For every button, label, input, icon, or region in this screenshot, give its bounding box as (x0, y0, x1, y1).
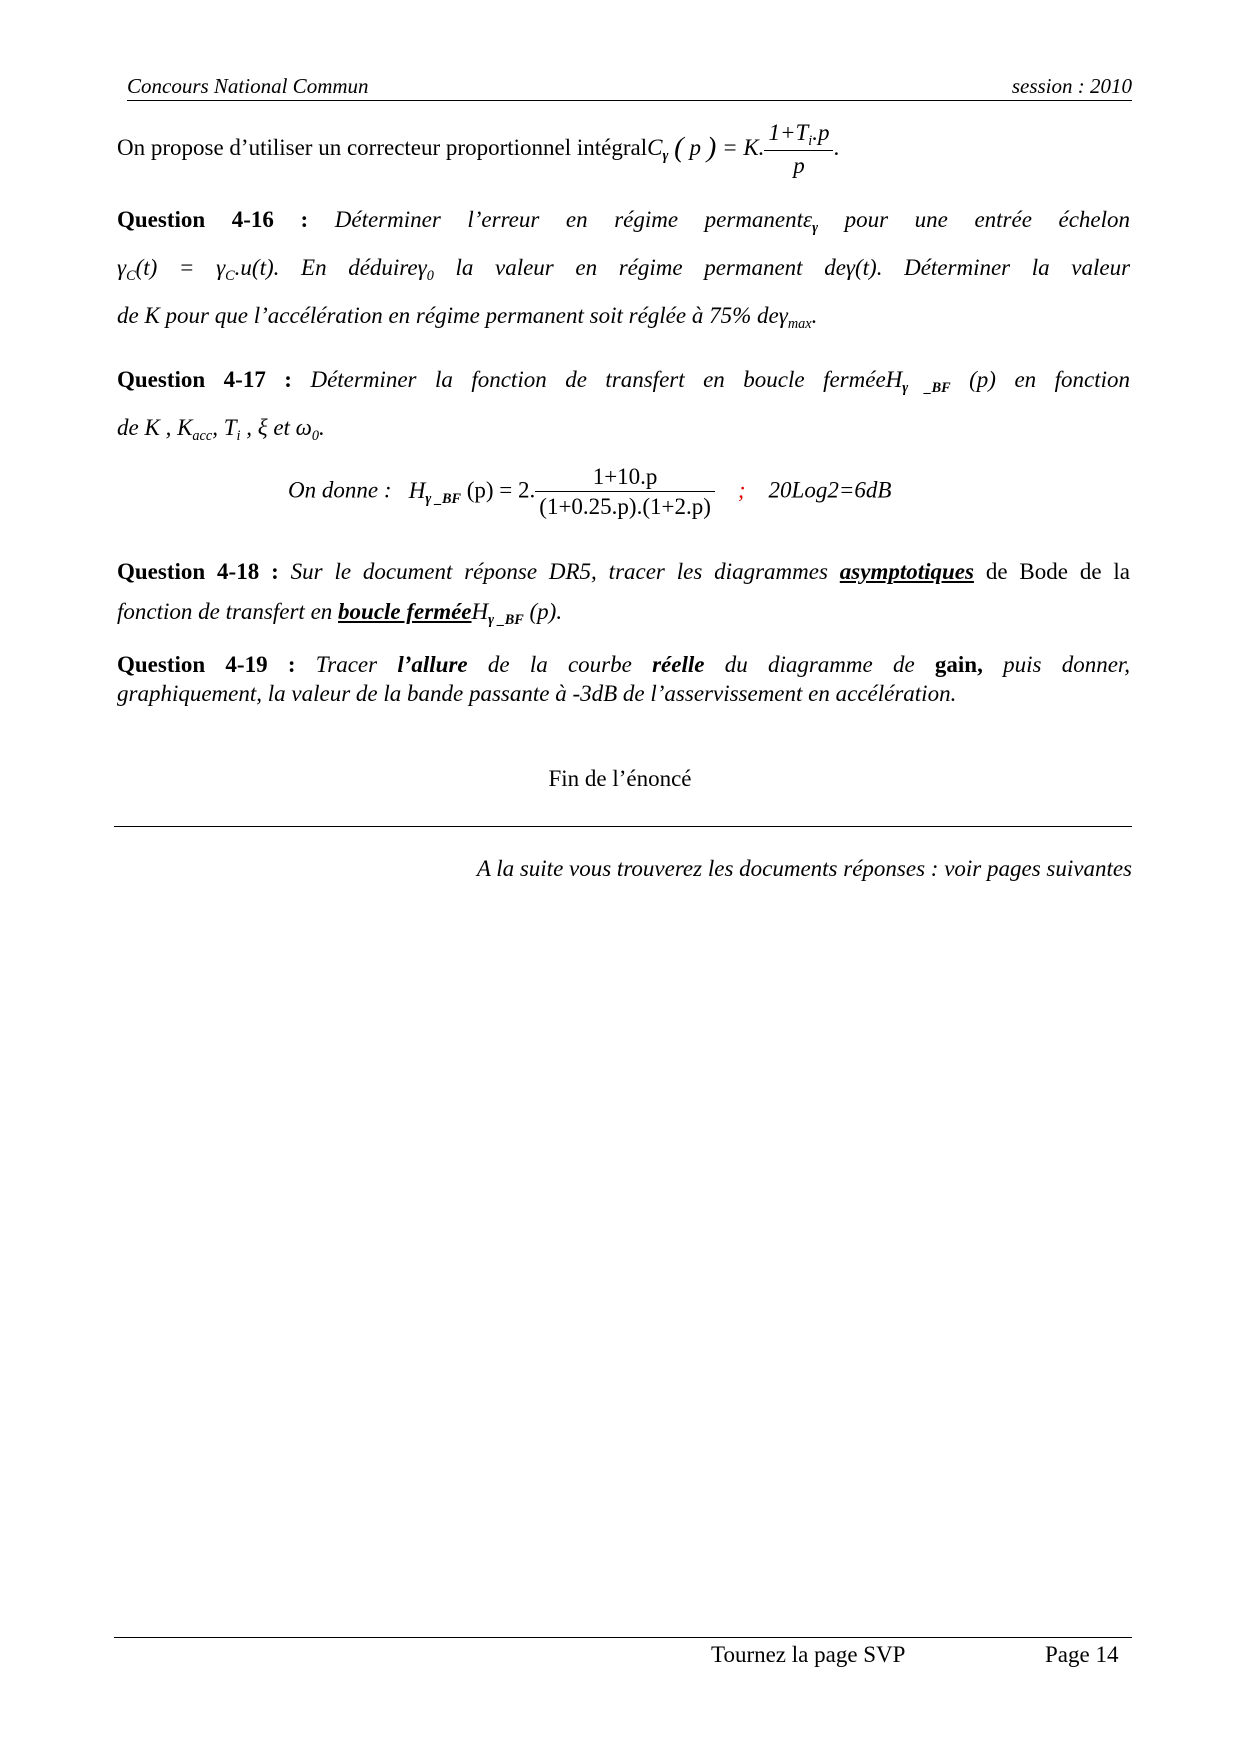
question-label: Question 4-17 : (117, 367, 292, 392)
step-input-formula: $\gamma_C(t) = \gamma_C.u(t)$. (117, 254, 280, 284)
end-of-statement: Fin de l’énoncé (548, 766, 692, 791)
h-bf-symbol: $H_{\gamma \_BF}$ (p). (471, 599, 563, 628)
epsilon-symbol: $\varepsilon_\gamma$ (803, 207, 819, 236)
question-4-19: Question 4-19 : Tracer l’allure de la courbe réelle du diagramme de gain, puis donner, graphiquement, la valeur de la bande passante à -3dB de l’asservissement en accélération. (117, 652, 1131, 706)
question-label: Question 4-18 : (117, 559, 279, 584)
gamma-max-symbol: $\gamma_{max}$ (778, 302, 812, 332)
header-session: session : 2010 (1011, 74, 1132, 98)
intro-paragraph: On propose d’utiliser un correcteur proportionnel intégralC$_\gamma$ ( p ) = K. $\frac{1+T_i.p}{p}$ . (117, 120, 840, 179)
footer-divider (114, 1637, 1132, 1638)
divider (114, 826, 1132, 827)
h-bf-symbol: $H_{\gamma \_BF}$ (p) (885, 367, 996, 396)
question-label: Question 4-19 : (117, 652, 296, 677)
page-number: Page 14 (1045, 1642, 1119, 1667)
question-4-16: Question 4-16 : Déterminer l’erreur en régime permanentε$_\gamma$ pour une entrée échelon $\gamma_C(t) = \gamma_C.u(t)$. En déduireγ$_0$ la valeur en régime permanent deγ(t). Déterminer la valeur de K pour que l’accélération en régime permanent soit réglée à 75% deγ$_{max}$. (117, 207, 1131, 332)
given-transfer-function: On donne : $H_{\gamma \_BF}$ (p) = 2. $\frac{1+10.p}{(1+0.25.p).(1+2.p)}$ ; 20Log2=6dB (288, 464, 892, 520)
intro-fraction: $\frac{1+T_i.p}{p}$ (764, 120, 833, 180)
question-4-17: Question 4-17 : Déterminer la fonction de transfert en boucle ferméeH$_{\gamma \_BF}$ (p) en fonction de K , $K_{acc}$, $T_i$ , ξ et $\omega_0$. (117, 367, 1131, 444)
intro-text: On propose d’utiliser un correcteur proportionnel intégral (117, 135, 648, 161)
gamma0-symbol: $\gamma_0$ (417, 254, 434, 284)
answer-docs-note: A la suite vous trouverez les documents réponses : voir pages suivantes (476, 856, 1132, 881)
footer-turn-page: Tournez la page SVP (711, 1642, 906, 1667)
question-4-18: Question 4-18 : Sur le document réponse DR5, tracer les diagrammes asymptotiques de Bode de la fonction de transfert en boucle ferméeH$_{\gamma \_BF}$ (p). (117, 559, 1131, 628)
page-header (127, 74, 1132, 101)
question-label: Question 4-16 : (117, 207, 309, 232)
intro-formula: $C_\gamma$ ( p ) = K. $\frac{1+T_i.p}{p}$ (647, 135, 833, 160)
given-fraction: $\frac{1+10.p}{(1+0.25.p).(1+2.p)}$ (535, 464, 715, 521)
header-title: Concours National Commun (127, 74, 369, 98)
